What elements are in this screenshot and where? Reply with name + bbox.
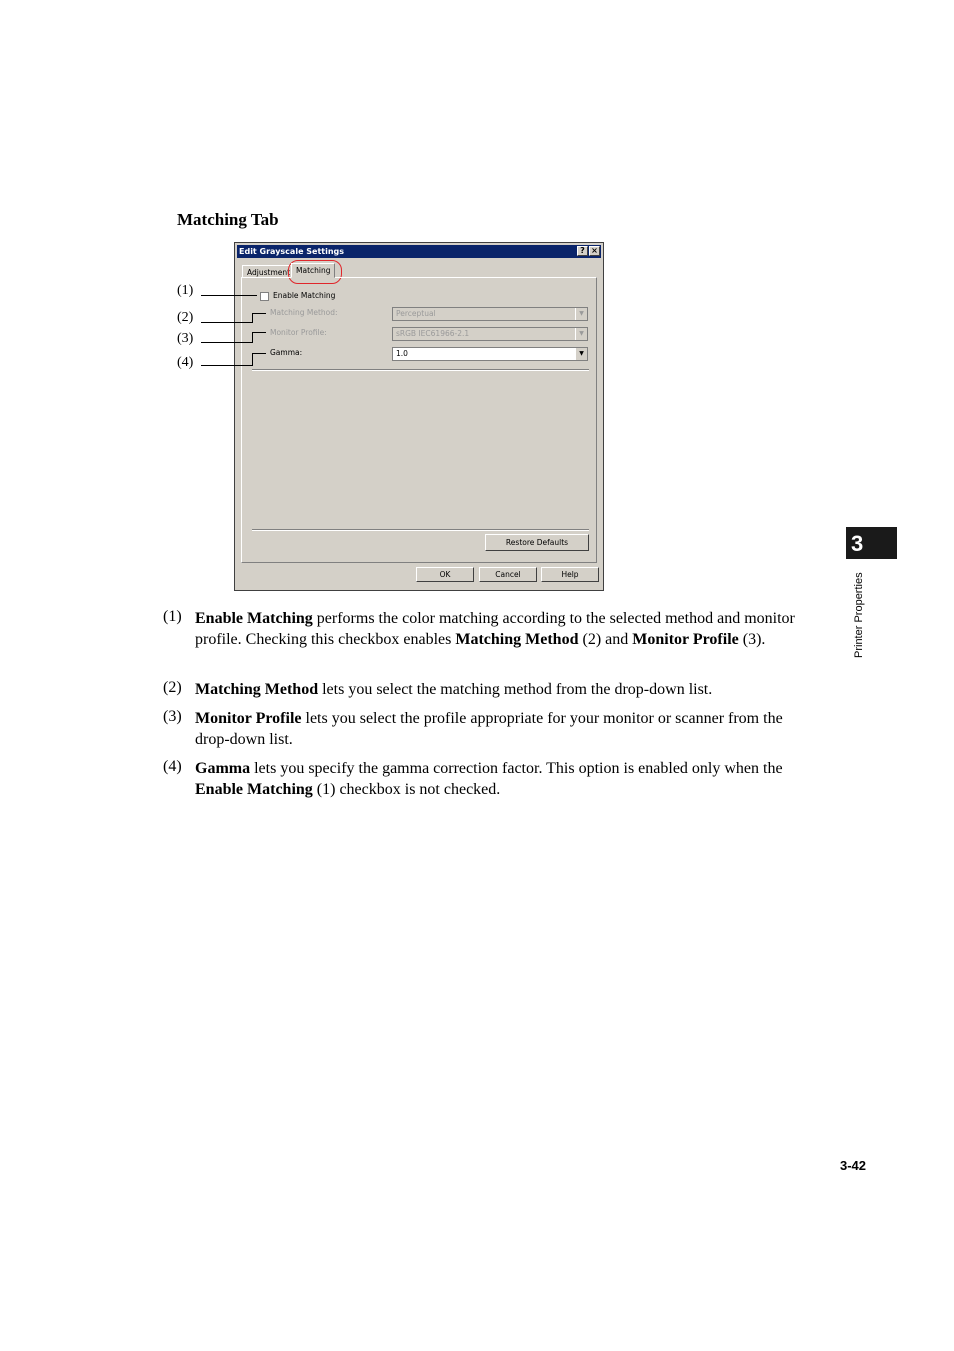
chevron-down-icon: ▼ [575,348,587,360]
item-1-text: Enable Matching performs the color matching according to the selected method and monitor profile. Checking this checkbox enables Matching Method (2) and Monitor Profile (3). [195,610,795,648]
leader-line-4 [201,365,253,366]
matching-method-select[interactable] [392,307,588,321]
chevron-down-icon: ▼ [575,308,587,320]
item-4-text: Gamma lets you specify the gamma correction factor. This option is enabled only when the Enable Matching (1) checkbox is not checked. [195,760,783,798]
tab-matching[interactable]: Matching [291,263,335,278]
dialog-titlebar [237,245,601,258]
chevron-down-icon: ▼ [575,328,587,340]
matching-method-value: Perceptual [396,309,436,318]
callout-2: (2) [177,310,194,325]
chapter-title: Printer Properties [853,572,865,658]
matching-tab-panel [241,277,597,563]
gamma-label: Gamma: [270,348,303,357]
leader-line-2 [252,313,266,314]
matching-method-label: Matching Method: [270,308,338,317]
leader-line-4 [252,353,266,354]
leader-line-1 [201,295,257,296]
item-2-text: Matching Method lets you select the matching method from the drop-down list. [195,681,713,698]
callout-1: (1) [177,283,194,298]
page-number: 3-42 [840,1158,867,1173]
help-button[interactable]: Help [541,567,599,582]
restore-defaults-button[interactable]: Restore Defaults [485,534,589,551]
gamma-value: 1.0 [396,349,408,358]
leader-line-2 [201,322,253,323]
leader-line-3 [252,332,253,342]
gamma-select[interactable] [392,347,588,361]
section-heading: Matching Tab [177,210,279,229]
item-number: (4) [163,758,182,775]
ok-button[interactable]: OK [416,567,474,582]
enable-matching-label: Enable Matching [273,291,336,300]
dialog-title: Edit Grayscale Settings [239,247,345,256]
tab-adjustment[interactable]: Adjustment [242,265,295,278]
close-icon[interactable]: × [589,246,600,256]
help-icon[interactable]: ? [577,246,588,256]
leader-line-3 [201,342,253,343]
edit-grayscale-settings-dialog [234,242,604,591]
cancel-button[interactable]: Cancel [479,567,537,582]
item-number: (1) [163,608,182,625]
item-number: (3) [163,708,182,725]
leader-line-3 [252,332,266,333]
callout-3: (3) [177,331,194,346]
monitor-profile-select[interactable] [392,327,588,341]
leader-line-4 [252,353,253,365]
monitor-profile-value: sRGB IEC61966-2.1 [396,329,470,338]
monitor-profile-label: Monitor Profile: [270,328,327,337]
chapter-number-tab: 3 [846,527,897,559]
item-3-text: Monitor Profile lets you select the profile appropriate for your monitor or scanner from the drop-down list. [195,710,783,748]
enable-matching-checkbox[interactable] [260,292,269,301]
divider [252,369,589,371]
item-number: (2) [163,679,182,696]
callout-4: (4) [177,355,194,370]
divider [252,529,589,531]
leader-line-2 [252,313,253,322]
